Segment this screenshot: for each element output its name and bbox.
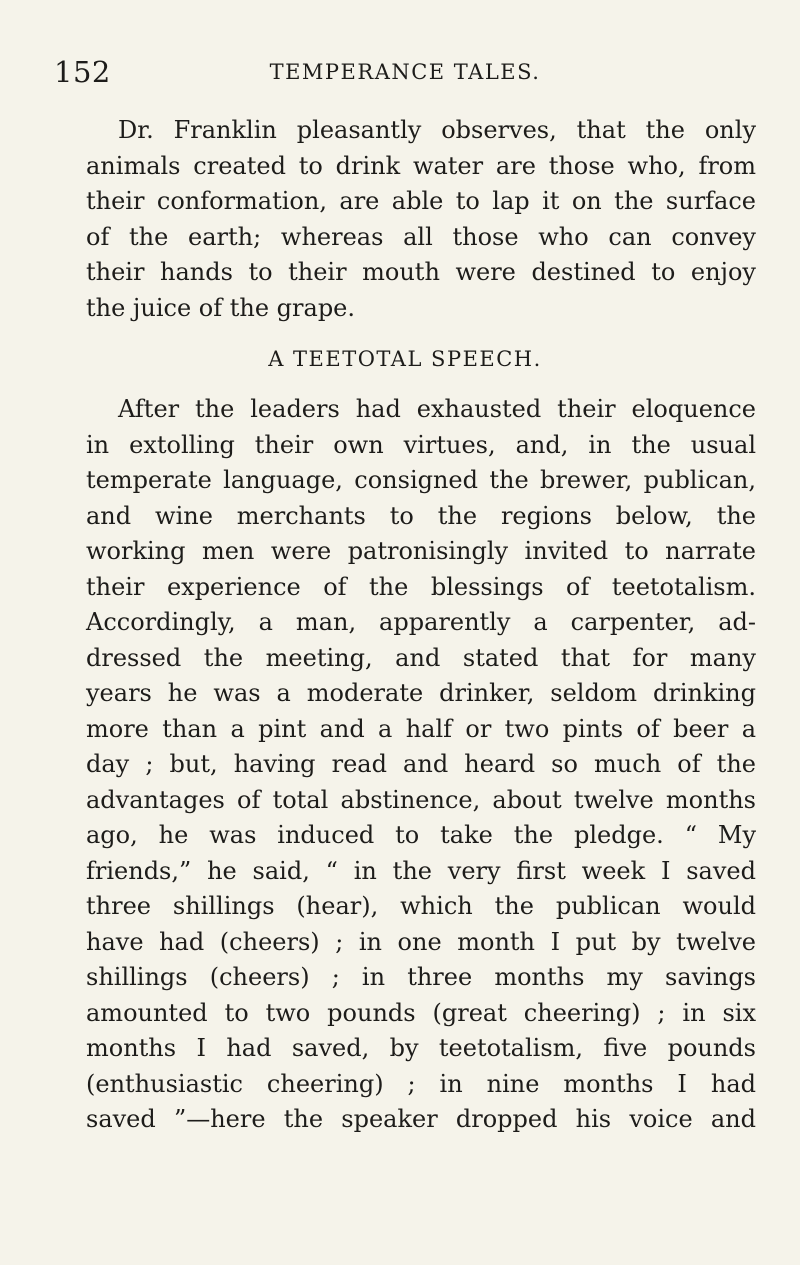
- text-line: amounted to two pounds (great cheering) ; in six: [86, 998, 756, 1027]
- text-line: advantages of total abstinence, about twelve months: [86, 785, 756, 814]
- running-head: TEMPERANCE TALES.: [269, 60, 541, 84]
- text-line: Accordingly, a man, apparently a carpenter, ad-: [86, 608, 756, 636]
- text-line: in extolling their own virtues, and, in the usual: [86, 430, 756, 459]
- text-line: their experience of the blessings of teetotalism.: [86, 572, 756, 601]
- text-line: of the earth; whereas all those who can convey: [86, 222, 756, 251]
- text-line: saved ”—here the speaker dropped his voice and: [86, 1105, 756, 1133]
- text-line: months I had saved, by teetotalism, five pounds: [86, 1034, 756, 1062]
- text-line: temperate language, consigned the brewer, publican,: [86, 466, 756, 494]
- text-line: dressed the meeting, and stated that for many: [86, 643, 756, 672]
- text-line: and wine merchants to the regions below, the: [86, 501, 756, 530]
- text-line: three shillings (hear), which the publican would: [86, 892, 756, 920]
- text-line: the juice of the grape.: [86, 293, 356, 322]
- text-line: working men were patronisingly invited to narrate: [86, 537, 756, 565]
- text-line: ago, he was induced to take the pledge. “ My: [86, 821, 756, 849]
- page-body: [54, 113, 756, 1138]
- page-header: [54, 52, 756, 92]
- text-line: shillings (cheers) ; in three months my savings: [86, 963, 756, 991]
- text-line: have had (cheers) ; in one month I put by twelve: [86, 927, 756, 956]
- text-line: their hands to their mouth were destined to enjoy: [86, 258, 756, 286]
- text-line: After the leaders had exhausted their eloquence: [118, 395, 756, 423]
- text-line: more than a pint and a half or two pints of beer a: [86, 714, 756, 743]
- paragraph-franklin: [54, 113, 756, 326]
- text-line: animals created to drink water are those who, from: [86, 151, 756, 180]
- paragraph-teetotal-speech: [54, 392, 756, 1138]
- text-line: their conformation, are able to lap it on the surface: [86, 187, 756, 215]
- text-line: friends,” he said, “ in the very first week I saved: [86, 856, 756, 885]
- section-heading: A TEETOTAL SPEECH.: [268, 347, 542, 371]
- text-line: years he was a moderate drinker, seldom drinking: [86, 679, 756, 707]
- text-line: (enthusiastic cheering) ; in nine months I had: [86, 1069, 756, 1098]
- text-line: Dr. Franklin pleasantly observes, that the only: [118, 116, 756, 144]
- page-number: 152: [54, 55, 111, 89]
- text-line: day ; but, having read and heard so much of the: [86, 750, 756, 778]
